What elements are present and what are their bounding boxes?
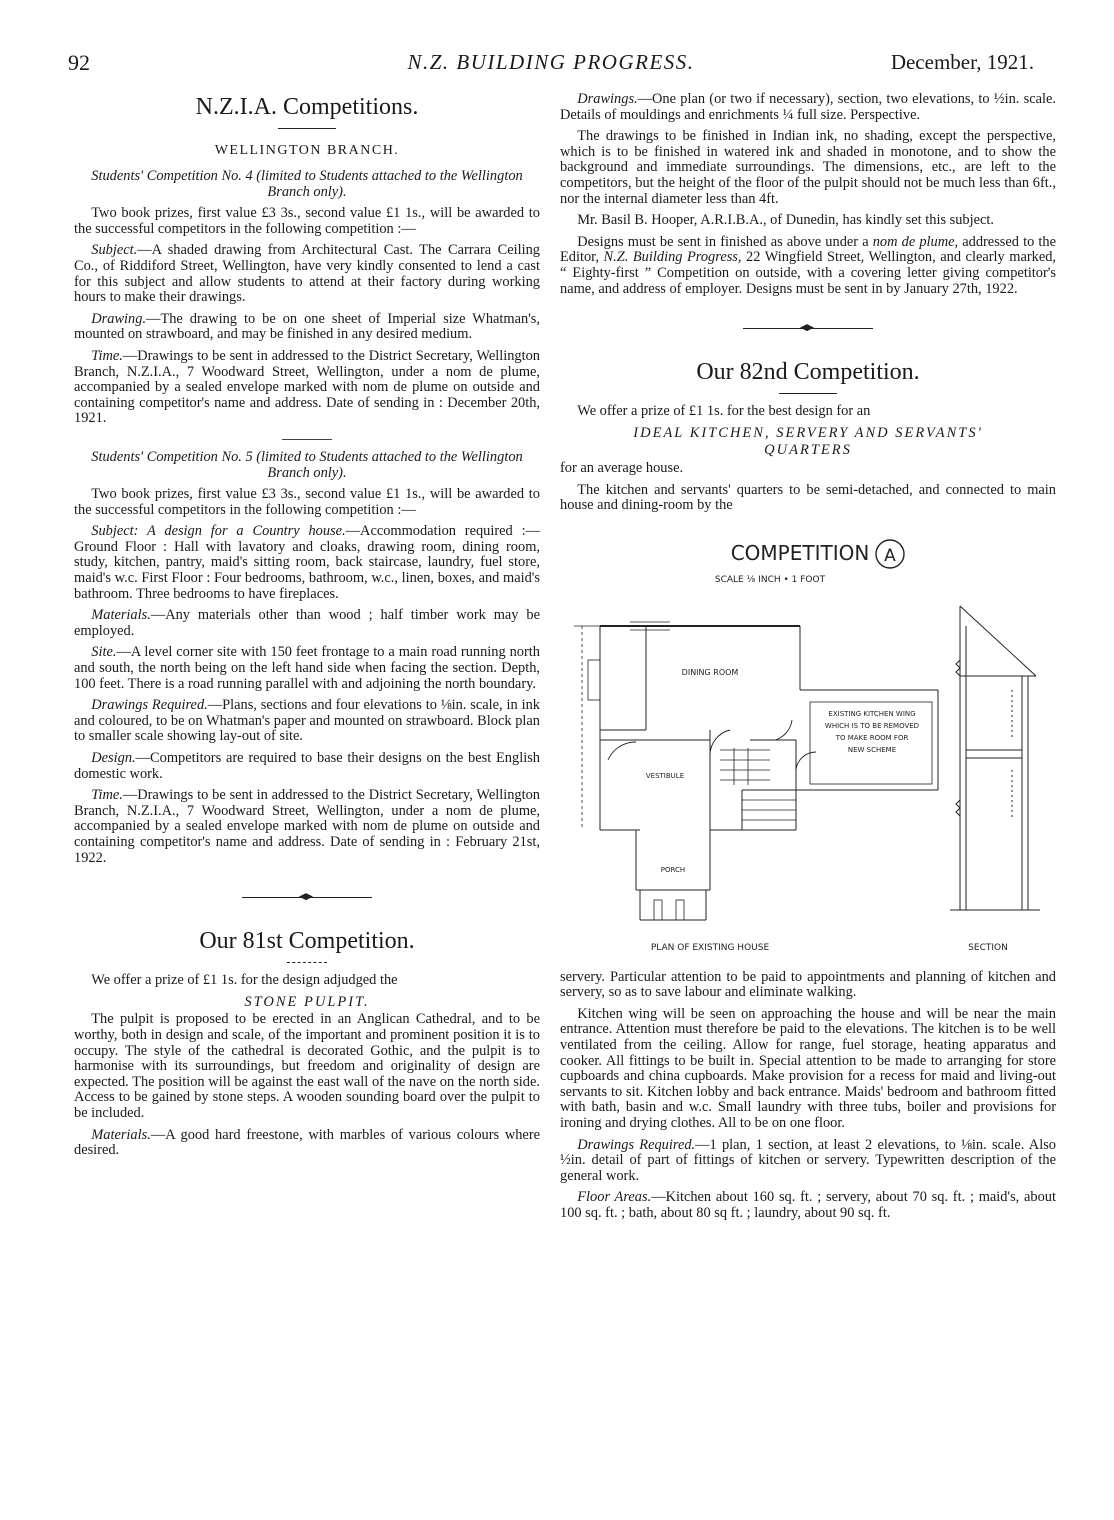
title-rule <box>779 393 837 394</box>
comp5-site-text: —A level corner site with 150 feet frontage to a main road running north and south, the north being on the left hand side when facing the section. Depth, 100 feet. There is a road running parallel with and adjoining the north boundary. <box>74 644 540 692</box>
comp5-time-text: —Drawings to be sent in addressed to the District Secretary, Wellington Branch, N.Z.I.A., 7 Woodward Street, Wellington, under a nom de plume, accompanied by a sealed envelope marked with nom de plume on outside and containing competitor's name and address. Date of sending in : February 21st, 1922. <box>74 787 540 866</box>
plan-stairs <box>720 748 796 820</box>
comp5-drawings-text: —Plans, sections and four elevations to ⅛in. scale, in ink and coloured, to be on Whatman's paper and mounted on strawboard. Block plan to smaller scale showing lay-out of site. <box>74 697 540 745</box>
comp5-heading: Students' Competition No. 5 (limited to Students attached to the Wellington Branch only). <box>91 448 523 481</box>
label-existing-4: NEW SCHEME <box>847 745 897 754</box>
page-header <box>68 50 1034 84</box>
comp5-site-label: Site. <box>91 644 117 661</box>
c81-send-b: nom de plume, <box>872 233 959 250</box>
plan-doors <box>608 720 816 770</box>
c82-servery: servery. Particular attention to be paid to appointments and planning of kitchen and servery, so as to save labour and eliminate walking. <box>560 968 1056 1001</box>
comp4-drawing-label: Drawing. <box>91 310 147 327</box>
comp5-design-label: Design. <box>91 750 136 766</box>
c81-send-e: 22 Wingfield Street, Wellington, and clearly marked, “ Eighty-first ” Competition on outside, with a covering letter giving competitor's name, and address of employer. Designs must be sent in by January 27th, 1922. <box>560 249 1056 297</box>
issue-date: December, 1921. <box>890 50 1034 74</box>
caption-plan: PLAN OF EXISTING HOUSE <box>650 942 770 953</box>
section-drawing <box>950 606 1040 910</box>
ornamental-divider <box>242 892 372 902</box>
c81-setter: Mr. Basil B. Hooper, A.R.I.B.A., of Dunedin, has kindly set this subject. <box>577 212 994 229</box>
c82-floor-label: Floor Areas. <box>577 1189 652 1206</box>
c82-floor-areas <box>560 1190 1056 1221</box>
c82-drawings-label: Drawings Required. <box>577 1136 696 1153</box>
plan-windows <box>574 622 684 920</box>
title-rule <box>287 962 327 963</box>
comp5-design-text: —Competitors are required to base their designs on the best English domestic work. <box>74 750 540 782</box>
label-dining-room: DINING ROOM <box>681 667 739 677</box>
nzia-title: N.Z.I.A. Competitions. <box>195 94 419 120</box>
figure-badge: A <box>884 545 896 566</box>
competition-a-drawing <box>560 530 1056 960</box>
comp4-subject-label: Subject. <box>91 242 138 259</box>
comp4-drawing-text: —The drawing to be on one sheet of Imperial size Whatman's, mounted on strawboard, and may be finished in any desired medium. <box>74 310 540 343</box>
comp4-prizes: Two book prizes, first value £3 3s., second value £1 1s., will be awarded to the successful competitors in the following competition :— <box>74 205 540 237</box>
comp5-subject <box>74 524 540 602</box>
c82-floor-text: —Kitchen about 160 sq. ft. ; servery, about 70 sq. ft. ; maid's, about 100 sq. ft. ; bath, about 80 sq ft. ; laundry, about 90 sq. ft. <box>560 1189 1056 1221</box>
ornamental-divider <box>743 323 873 333</box>
title-rule <box>278 128 336 129</box>
c81-materials <box>74 1128 540 1159</box>
c81-drawings-label: Drawings. <box>577 91 638 107</box>
c81-finish: The drawings to be finished in Indian ink, no shading, except the perspective, which is to be finished in watered ink and shaded in monotone, and to show the background and immediate surroundings. The dimensions, etc., are left to the competitors, but the height of the floor of the pulpit should not be much less than 6ft., nor the internal diameter less than 4ft. <box>560 128 1056 207</box>
c81-send-d: N.Z. Building Progress, <box>603 249 742 266</box>
comp4-drawing <box>74 312 540 343</box>
comp5-time <box>74 788 540 866</box>
c81-materials-text: —A good hard freestone, with marbles of various colours where desired. <box>74 1126 540 1159</box>
caption-section: SECTION <box>968 942 1008 953</box>
c81-send <box>560 235 1056 297</box>
c81-body: The pulpit is proposed to be erected in an Anglican Cathedral, and to be worthy, both in design and scale, of the important and prominent position it is to occupy. The style of the cathedral is decorated Gothic, and the pulpit is to harmonise with its surroundings, but freedom and originality of design are expected. The position will be against the east wall of the nave on the north side. Access to be gained by stone steps. A wooden sounding board over the pulpit to be included. <box>74 1011 540 1121</box>
c81-drawings <box>560 92 1056 123</box>
comp5-subject-label: Subject: A design for a Country house. <box>91 523 346 540</box>
comp5-time-label: Time. <box>91 787 123 804</box>
label-vestibule: VESTIBULE <box>645 771 685 780</box>
c82-subject-line-1: IDEAL KITCHEN, SERVERY AND SERVANTS' <box>633 424 983 441</box>
c82-subject-line-2: QUARTERS <box>764 442 852 459</box>
comp4-subject <box>74 243 540 305</box>
comp5-materials-text: —Any materials other than wood ; half timber work may be employed. <box>74 607 540 639</box>
comp5-drawings-label: Drawings Required. <box>91 697 208 714</box>
comp4-time <box>74 349 540 427</box>
label-existing-2: WHICH IS TO BE REMOVED <box>824 721 920 730</box>
c81-title: Our 81st Competition. <box>199 928 415 955</box>
right-column <box>560 92 1056 1228</box>
section-separator <box>282 439 332 440</box>
label-existing-3: TO MAKE ROOM FOR <box>835 733 909 742</box>
comp5-drawings <box>74 698 540 745</box>
comp5-materials <box>74 608 540 639</box>
c81-materials-label: Materials. <box>91 1126 151 1143</box>
figure-scale: SCALE ⅛ INCH • 1 FOOT <box>714 574 826 585</box>
c81-send-a: Designs must be sent in finished as above under a <box>577 233 873 250</box>
c82-title: Our 82nd Competition. <box>696 359 920 386</box>
c81-subject: STONE PULPIT. <box>244 993 370 1010</box>
comp5-design <box>74 751 540 782</box>
c82-intro: The kitchen and servants' quarters to be semi-detached, and connected to main house and dining-room by the <box>560 481 1056 514</box>
comp5-site <box>74 645 540 692</box>
figure-title: COMPETITION <box>730 540 870 565</box>
branch-heading: WELLINGTON BRANCH. <box>214 143 400 158</box>
c82-wing: Kitchen wing will be seen on approaching the house and will be near the main entrance. Attention must therefore be paid to the elevations. The kitchen is to be well ventilated from the ceiling. Allow for range, fuel storage, heating apparatus and cooker. All fittings to be built in. Special attention to be made to arranging for store cupboards and china cupboards. Make provision for a recess for maid and living-out servants to sit. Kitchen lobby and back entrance. Maids' bedroom and bathroom fitted with bath, basin and w.c. Small laundry with three tubs, boiler and provisions for ironing and drying clothes. All to be on one floor. <box>560 1005 1056 1132</box>
comp4-subject-text: —A shaded drawing from Architectural Cast. The Carrara Ceiling Co., of Riddiford Street, Wellington, have very kindly consented to lend a cast for this subject and allow students to attend at their factory during working hours to make their drawings. <box>74 242 540 306</box>
c81-offer: We offer a prize of £1 1s. for the design adjudged the <box>91 972 398 989</box>
floor-plan-figure <box>560 530 1056 960</box>
comp5-prizes: Two book prizes, first value £3 3s., second value £1 1s., will be awarded to the successful competitors in the following competition :— <box>74 486 540 518</box>
journal-title: N.Z. BUILDING PROGRESS. <box>407 50 695 74</box>
c81-send-c: addressed to the Editor, <box>560 233 1057 266</box>
left-column <box>74 92 540 1165</box>
c82-for: for an average house. <box>560 459 684 476</box>
comp5-subject-text: —Accommodation required :—Ground Floor : Hall with lavatory and cloaks, drawing room, dining room, study, kitchen, pantry, maid's sitting room, back staircase, laundry, fuel store, maid's w.c. First Floor : Four bedrooms, bathroom, w.c., linen, boxes, and maid's bathroom. Three bedrooms to have fireplaces. <box>74 523 540 602</box>
comp4-time-label: Time. <box>91 347 123 364</box>
label-porch: PORCH <box>660 865 686 874</box>
label-existing-1: EXISTING KITCHEN WING <box>828 709 916 718</box>
comp4-heading: Students' Competition No. 4 (limited to Students attached to the Wellington Branch only). <box>91 168 523 200</box>
c81-drawings-text: —One plan (or two if necessary), section, two elevations, to ½in. scale. Details of mouldings and enrichments ¼ full size. Perspective. <box>560 91 1056 123</box>
c82-offer: We offer a prize of £1 1s. for the best design for an <box>577 403 871 420</box>
c82-drawings-text: —1 plan, 1 section, at least 2 elevations, to ⅛in. scale. Also ½in. detail of part of fittings of kitchen or servery. Typewritten description of the general work. <box>560 1136 1056 1184</box>
comp5-materials-label: Materials. <box>91 607 151 624</box>
page-number: 92 <box>68 50 90 75</box>
c82-drawings <box>560 1138 1056 1185</box>
comp4-time-text: —Drawings to be sent in addressed to the District Secretary, Wellington Branch, N.Z.I.A., 7 Woodward Street, Wellington, under a nom de plume, accompanied by a sealed envelope marked with nom de plume on outside and containing competitor's name and address. Date of sending in : December 20th, 1921. <box>74 347 540 427</box>
